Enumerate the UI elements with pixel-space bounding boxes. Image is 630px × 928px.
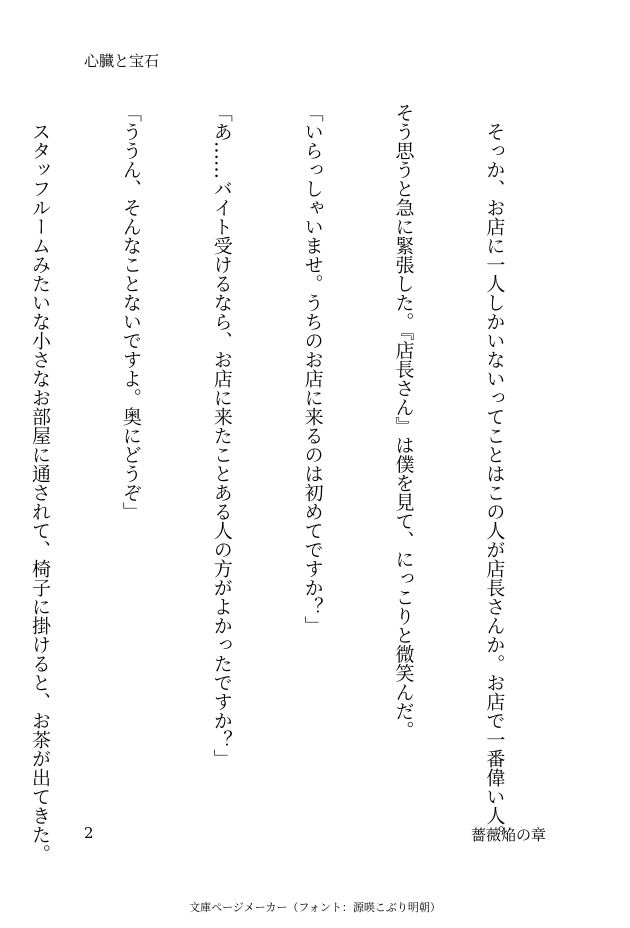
text-line: スタッフルームみたいな小さなお部屋に通されて、椅子に掛けると、お茶が出てきた。 xyxy=(28,103,51,863)
text-line: そう思うと急に緊張した。『店長さん』は僕を見て、にっこりと微笑んだ。 xyxy=(392,103,415,740)
page-number: 2 xyxy=(84,824,94,842)
text-line: 「あ……バイト受けるなら、お店に来たことある人の方がよかったですか？」 xyxy=(210,103,233,768)
footer-credit: 文庫ページメーカー（フォント：源暎こぶり明朝） xyxy=(189,901,441,914)
text-line: 「いらっしゃいませ。うちのお店に来るのは初めてですか？」 xyxy=(301,103,324,635)
text-line: そっか、お店に一人しかいないってことはこの人が店長さんか。お店で一番偉い人。 xyxy=(483,103,506,844)
running-header-title: 心臓と宝石 xyxy=(84,52,160,70)
text-line: 「ううん、そんなことないですよ。奥にどうぞ」 xyxy=(119,103,142,521)
chapter-title: 薔薇焔の章 xyxy=(470,826,546,844)
